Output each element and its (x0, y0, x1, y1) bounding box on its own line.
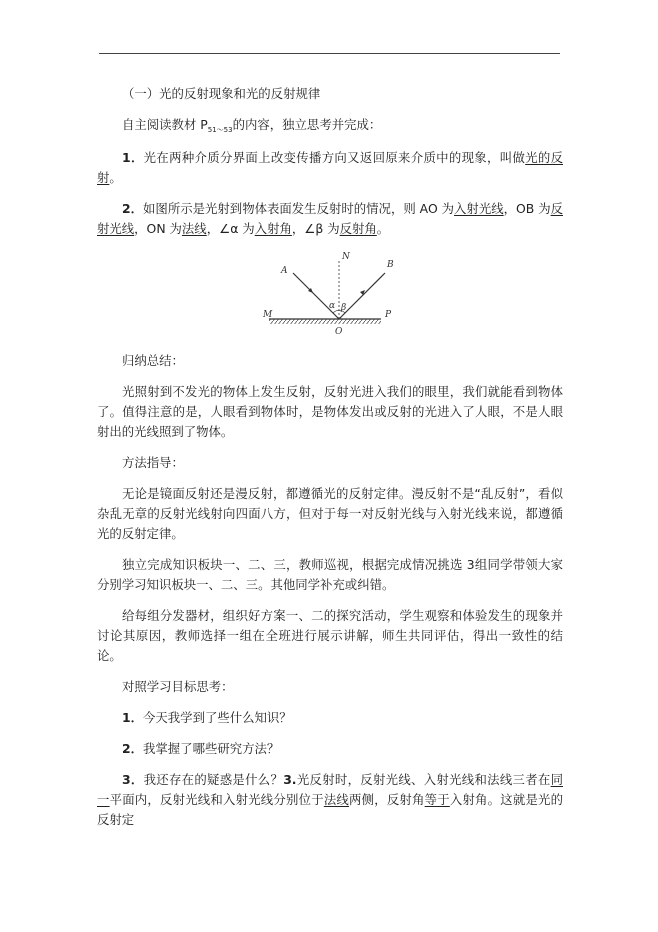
answer-blank: 法线 (323, 792, 350, 807)
answer-blank: 入射角 (254, 221, 292, 236)
method-text: 无论是镜面反射还是漫反射，都遵循光的反射定律。漫反射不是“乱反射”，看似杂乱无章的反射光线射向四面八方，但对于每一对反射光线与入射光线来说，都遵循光的反射定律。 (97, 486, 563, 541)
document-body (97, 84, 563, 830)
label-b: B (387, 260, 394, 270)
activity-paragraph-2: 给每组分发器材，组织好方案一、二的探究活动，学生观察和体验发生的现象并讨论其原因，教师选择一组在全班进行展示讲解，师生共同评估，得出一致性的结论。 (97, 608, 563, 663)
reflection-diagram (97, 251, 563, 335)
label-p: P (385, 310, 392, 320)
mirror-hatching (269, 319, 381, 324)
answer-blank: 反射光线 (97, 201, 564, 236)
answer-blank: 等于 (424, 792, 450, 807)
summary-text: 光照射到不发光的物体上发生反射，反射光进入我们的眼里，我们就能看到物体了。值得注意的是，人眼看到物体时，是物体发出或反射的光进入了人眼，不是人眼射出的光线照到了物体。 (97, 384, 563, 439)
label-a: A (281, 266, 288, 276)
question-1: 1．光在两种介质分界面上改变传播方向又返回原来介质中的现象，叫做光的反射。 (97, 150, 564, 185)
answer-blank: 反射角 (339, 221, 377, 236)
label-o: O (335, 327, 343, 335)
answer-blank: 同一 (97, 772, 563, 807)
intro-line: 自主阅读教材 $P_{51\sim 53}$的内容，独立思考并完成： (122, 117, 382, 134)
answer-blank: 光的反射 (97, 150, 564, 185)
reflection-diagram-svg (261, 251, 401, 335)
label-m: M (263, 310, 273, 320)
reflection-heading: 对照学习目标思考： (122, 679, 234, 694)
answer-blank: 入射光线 (454, 201, 504, 216)
activity-paragraph-1: 独立完成知识板块一、二、三，教师巡视，根据完成情况挑选 3组同学带领大家分别学习知识板块一、二、三。其他同学补充或纠错。 (97, 557, 563, 592)
label-alpha: α (329, 301, 336, 311)
reflection-question-1: 1．今天我学到了些什么知识？ (122, 710, 292, 725)
reflection-question-3: 3．我还存在的疑惑是什么？3.光反射时，反射光线、入射光线和法线三者在同一平面内，反射光线和入射光线分别位于法线两侧，反射角等于入射角。这就是光的反射定 (97, 772, 564, 827)
label-beta: β (341, 303, 347, 313)
header-rule (99, 53, 560, 54)
answer-blank: 法线 (181, 221, 207, 236)
label-n: N (342, 252, 350, 262)
section-title: （一）光的反射现象和光的反射规律 (122, 86, 321, 101)
summary-heading: 归纳总结： (122, 353, 184, 368)
incident-ray (293, 273, 339, 319)
question-2: 2．如图所示是光射到物体表面发生反射时的情况，则 AO 为入射光线，OB 为反射光线，ON 为法线，∠α 为入射角，∠β 为反射角。 (97, 201, 564, 236)
method-heading: 方法指导： (122, 455, 184, 470)
reflection-question-2: 2．我掌握了哪些研究方法？ (122, 741, 280, 756)
